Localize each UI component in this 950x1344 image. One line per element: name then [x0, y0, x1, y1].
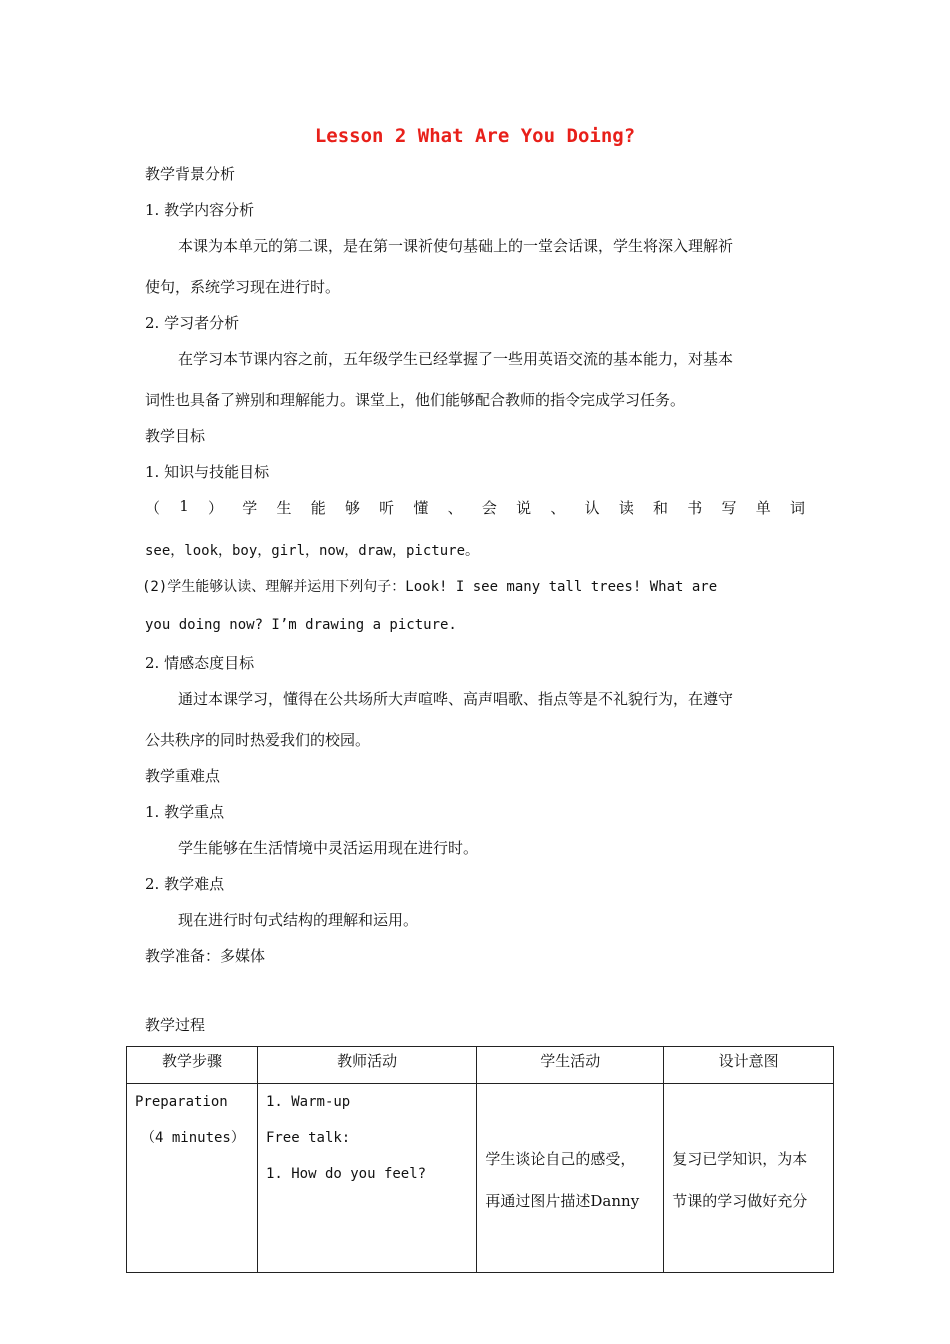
preparation-line: 教学准备：多媒体	[145, 947, 266, 965]
header-intent: 设计意图	[664, 1047, 834, 1084]
goal-1-char: （	[145, 499, 161, 517]
cell-student	[477, 1084, 664, 1273]
lesson-title-text: Lesson 2 What Are You Doing	[314, 125, 624, 147]
goal-1-char: 书	[687, 499, 703, 517]
goal-1-char: 懂	[413, 499, 429, 517]
subsection-difficulty: 2. 教学难点	[145, 875, 225, 893]
goal-1-char: 听	[379, 499, 395, 517]
goal-1-char: 会	[481, 499, 497, 517]
subsection-key-point: 1. 教学重点	[145, 803, 225, 821]
goal-1-char: 能	[310, 499, 326, 517]
intent-line-2: 节课的学习做好充分	[672, 1192, 808, 1210]
key-point-text: 学生能够在生活情境中灵活运用现在进行时。	[178, 839, 479, 857]
step-duration: （4 minutes）	[141, 1130, 245, 1146]
content-analysis-line-2: 使句，系统学习现在进行时。	[145, 278, 341, 296]
student-line-1: 学生谈论自己的感受，	[485, 1150, 636, 1168]
subsection-attitude-goals: 2. 情感态度目标	[145, 654, 255, 672]
step-name: Preparation	[135, 1094, 228, 1110]
goal-1-char: 词	[789, 499, 805, 517]
goal-1-char: 单	[755, 499, 771, 517]
goal-1-line	[145, 497, 805, 518]
header-step: 教学步骤	[127, 1047, 258, 1084]
goal-1-words: see，look，boy，girl，now，draw，picture。	[145, 543, 480, 559]
process-table	[126, 1046, 834, 1273]
section-heading-process: 教学过程	[145, 1016, 206, 1034]
goal-1-char: 生	[276, 499, 292, 517]
goal-2-line-1: (2)学生能够认读、理解并运用下列句子：Look! I see many tall trees! What are	[142, 579, 718, 595]
header-teacher: 教师活动	[257, 1047, 476, 1084]
goal-1-char: 和	[653, 499, 669, 517]
goal-1-char: ）	[208, 499, 224, 517]
difficulty-text: 现在进行时句式结构的理解和运用。	[178, 911, 419, 929]
content-analysis-line-1: 本课为本单元的第二课，是在第一课祈使句基础上的一堂会话课，学生将深入理解祈	[178, 237, 734, 255]
teacher-line-2: Free talk:	[265, 1130, 351, 1146]
section-heading-background: 教学背景分析	[145, 165, 236, 183]
goal-1-char: 1	[179, 497, 189, 515]
learner-analysis-line-1: 在学习本节课内容之前，五年级学生已经掌握了一些用英语交流的基本能力，对基本	[178, 350, 734, 368]
subsection-content-analysis: 1. 教学内容分析	[145, 201, 255, 219]
cell-intent	[664, 1084, 834, 1273]
goal-1-char: 读	[618, 499, 634, 517]
teacher-line-1: 1. Warm-up	[265, 1094, 351, 1110]
header-student: 学生活动	[477, 1047, 664, 1084]
cell-teacher	[257, 1084, 476, 1273]
learner-analysis-line-2: 词性也具备了辨别和理解能力。课堂上，他们能够配合教师的指令完成学习任务。	[145, 391, 686, 409]
section-heading-goals: 教学目标	[145, 427, 206, 445]
goal-2-line-2: you doing now? I’m drawing a picture.	[145, 617, 457, 633]
subsection-learner-analysis: 2. 学习者分析	[145, 314, 240, 332]
teacher-line-3: 1. How do you feel?	[265, 1166, 427, 1182]
cell-step	[127, 1084, 258, 1273]
goal-1-char: 写	[721, 499, 737, 517]
student-line-2: 再通过图片描述Danny	[485, 1192, 640, 1210]
intent-line-1: 复习已学知识，为本	[672, 1150, 808, 1168]
goal-1-char: 说	[516, 499, 532, 517]
goal-1-char: 认	[584, 499, 600, 517]
subsection-knowledge-goals: 1. 知识与技能目标	[145, 463, 270, 481]
attitude-line-1: 通过本课学习，懂得在公共场所大声喧哗、高声唱歌、指点等是不礼貌行为，在遵守	[178, 690, 734, 708]
goal-1-char: 、	[447, 499, 463, 517]
goal-1-char: 够	[344, 499, 360, 517]
attitude-line-2: 公共秩序的同时热爱我们的校园。	[145, 731, 371, 749]
lesson-title	[0, 125, 950, 147]
section-heading-key-points: 教学重难点	[145, 767, 221, 785]
lesson-title-qmark: ?	[623, 125, 636, 147]
table-row	[127, 1084, 834, 1273]
table-header-row	[127, 1047, 834, 1084]
goal-1-char: 、	[550, 499, 566, 517]
goal-1-char: 学	[242, 499, 258, 517]
